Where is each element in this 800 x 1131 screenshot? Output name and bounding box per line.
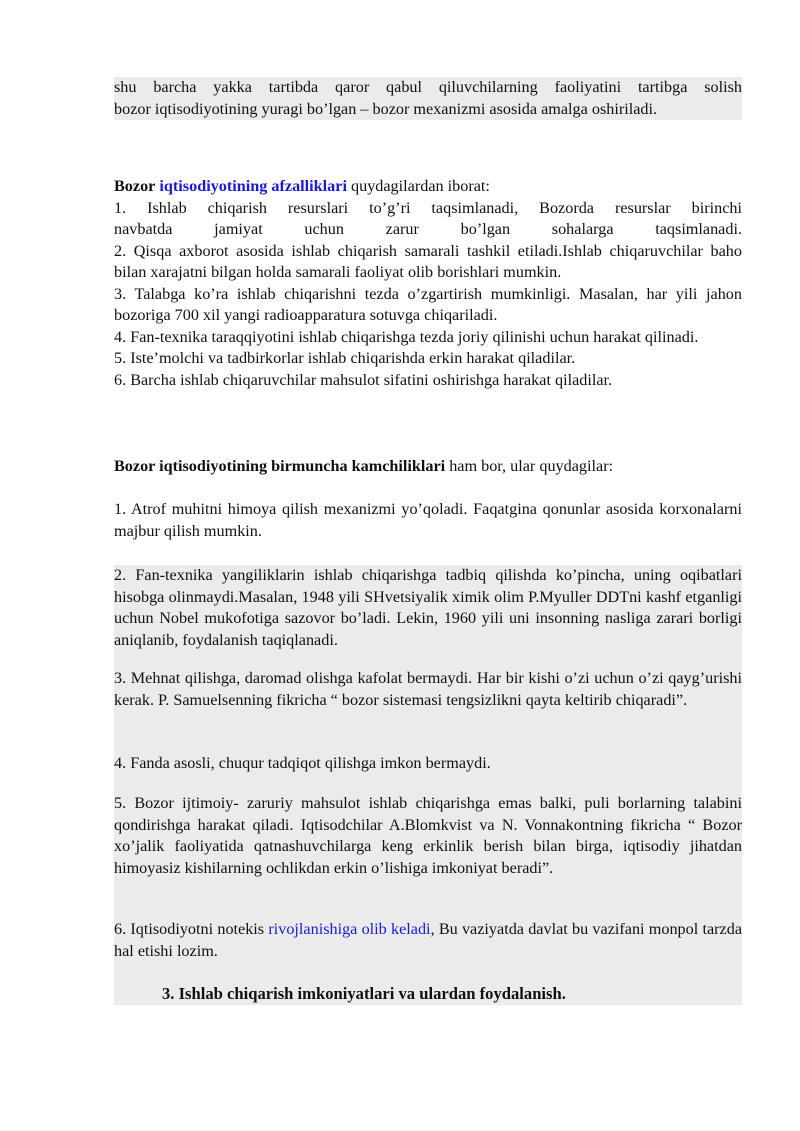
advantages-title-link[interactable]: iqtisodiyotining afzalliklari <box>159 177 347 195</box>
disadvantage-paragraph-3: 3. Mehnat qilishga, daromad olishga kafolat bermaydi. Har bir kishi o’zi uchun o’zi qayg’urishi kerak. P. Samuelsenning fikricha “ bozor sistemasi tengsizlikni qayta keltirib chiqaradi”. <box>114 651 742 760</box>
disadvantage-paragraph-6-link[interactable]: rivojlanishiga olib keladi <box>268 920 431 938</box>
disadvantage-paragraph-6-start: 6. Iqtisodiyotni notekis <box>114 920 269 938</box>
advantages-title-rest: quydagilardan iborat: <box>346 177 490 195</box>
disadvantage-paragraph-2: 2. Fan-texnika yangiliklarin ishlab chiqarishga tadbiq qilishda ko’pincha, uning oqibatlari hisobga olinmaydi.Masalan, 1948 yili SHvetsiyalik ximik olim P.Myuller DDTni kashf etganligi uchun Nobel mukofotiga sazovor bo’ladi. Lekin, 1960 yili uni insonning nasliga zarari borligi aniqlanib, foydalanish taqiqlanadi. <box>114 565 742 651</box>
disadvantage-paragraph-1: 1. Atrof muhitni himoya qilish mexanizmi yo’qoladi. Faqatgina qonunlar asosida korxonalarni majbur qilish mumkin. <box>114 500 742 540</box>
intro-line-2: bozor iqtisodiyotining yuragi bo’lgan – bozor mexanizmi asosida amalga oshiriladi. <box>114 99 658 118</box>
disadvantages-title-rest: ham bor, ular quydagilar: <box>445 457 614 475</box>
advantage-item-3: 3. Talabga ko’ra ishlab chiqarishni tezda o’zgartirish mumkinligi. Masalan, har yili jahon bozoriga 700 xil yangi radioapparatura sotuvga chiqariladi. <box>114 284 742 324</box>
disadvantage-paragraph-5: 5. Bozor ijtimoiy- zaruriy mahsulot ishlab chiqarishga emas balki, puli borlarning talabini qondirishga harakat qiladi. Iqtisodchilar A.Blomkvist va N. Vonnakontning fikricha “ Bozor xo’jalik faoliyatida qatnashuvchilarga keng erkinlik berish bilan birga, iqtisodiy jihatdan himoyasiz kishilarning ochlikdan erkin o’lishiga imkoniyat beradi”. <box>114 783 742 911</box>
advantage-item-1 <box>114 198 742 241</box>
advantages-section <box>114 176 742 391</box>
disadvantage-paragraph-6-end: , Bu vaziyatda davlat bu vazifani monpol tarzda hal etishi lozim. <box>114 920 743 960</box>
advantage-item-5: 5. Iste’molchi va tadbirkorlar ishlab chiqarishda erkin harakat qiladilar. <box>114 349 576 367</box>
disadvantage-paragraph-4: 4. Fanda asosli, chuqur tadqiqot qilishga imkon bermaydi. <box>114 743 742 783</box>
advantage-item-6: 6. Barcha ishlab chiqaruvchilar mahsulot sifatini oshirishga harakat qiladilar. <box>114 370 613 389</box>
advantage-item-1-line-2: navbatda jamiyat uchun zarur bo’lgan sohalarga taqsimlanadi. <box>114 220 742 238</box>
disadvantages-title-bold: Bozor iqtisodiyotining birmuncha kamchiliklari <box>114 457 446 475</box>
advantage-item-1-line-1: 1. Ishlab chiqarish resurslari to’g’ri taqsimlanadi, Bozorda resurslar birinchi <box>114 198 742 217</box>
disadvantages-title <box>114 456 742 478</box>
intro-paragraph <box>114 77 742 120</box>
advantages-title-word: Bozor <box>114 177 156 195</box>
disadvantage-paragraph-6 <box>114 911 742 981</box>
advantage-item-4: 4. Fan-texnika taraqqiyotini ishlab chiqarishga tezda joriy qilinishi uchun harakat qilinadi. <box>114 327 699 346</box>
intro-line-1: shu barcha yakka tartibda qaror qabul qiluvchilarning faoliyatini tartibga solish <box>114 78 742 96</box>
section-heading: 3. Ishlab chiqarish imkoniyatlari va ulardan foydalanish. <box>114 981 742 1005</box>
advantages-title <box>114 176 742 198</box>
advantage-item-2: 2. Qisqa axborot asosida ishlab chiqarish samarali tashkil etiladi.Ishlab chiqaruvchilar baho bilan xarajatni bilgan holda samarali faoliyat olib borishlari mumkin. <box>114 241 742 281</box>
